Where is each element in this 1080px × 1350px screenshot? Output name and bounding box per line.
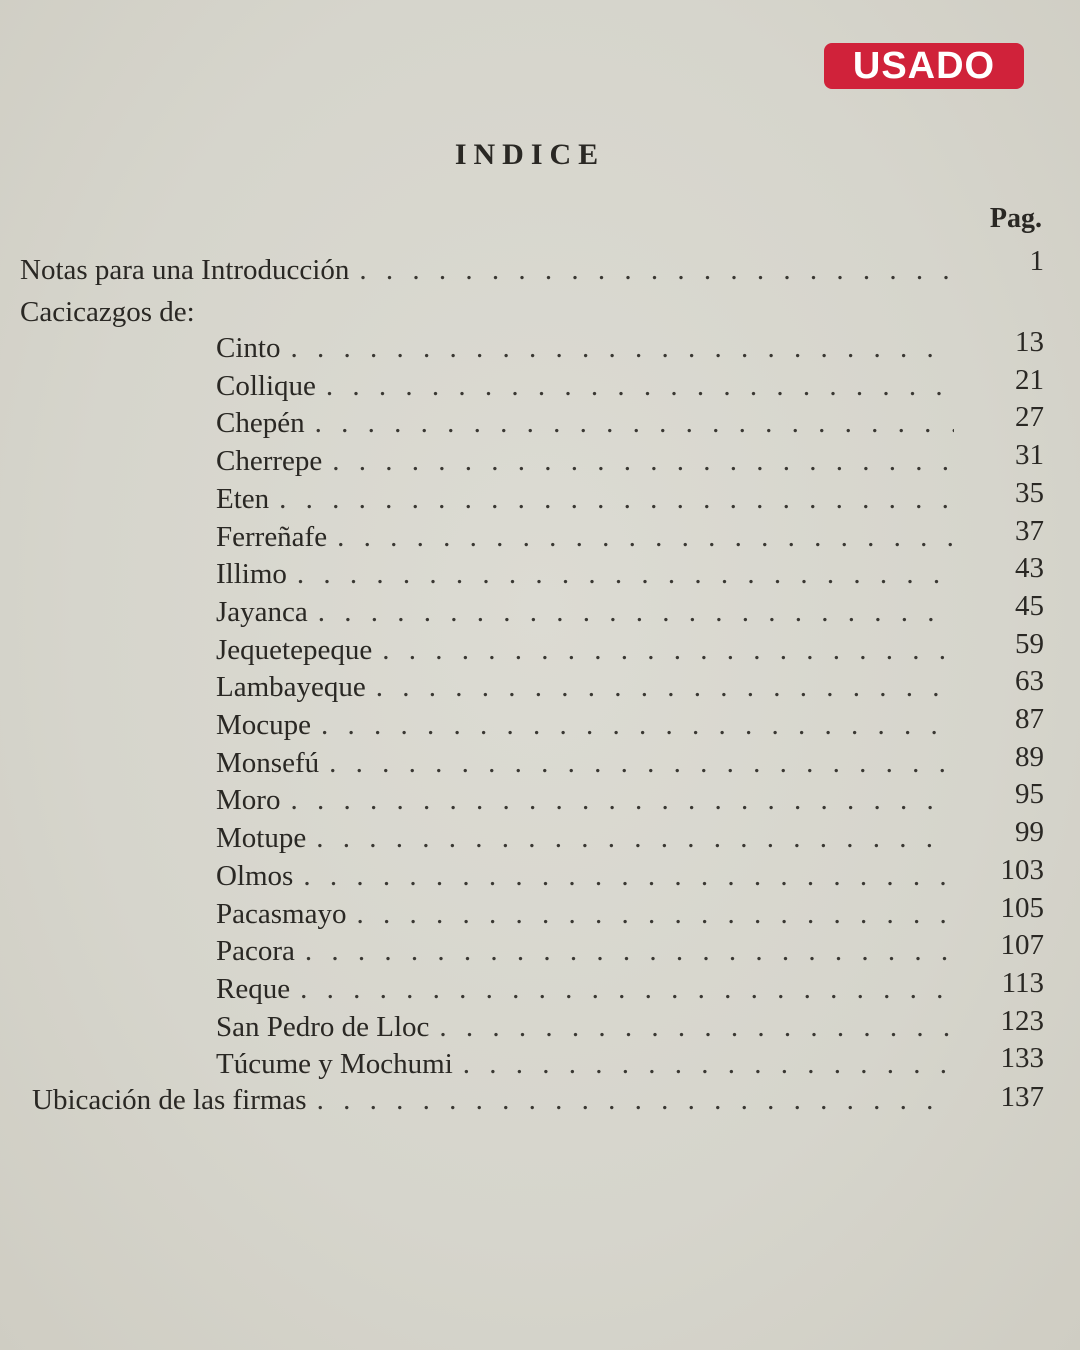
toc-label: Túcume y Mochumi (216, 1048, 453, 1080)
toc-row (216, 332, 960, 368)
toc-page-number: 105 (1000, 892, 1044, 924)
toc-row (216, 898, 960, 934)
leader-dots (332, 445, 954, 478)
leader-dots (305, 935, 954, 968)
toc-label: Monsefú (216, 747, 320, 779)
toc-label: Chepén (216, 407, 305, 439)
toc-label: Cherrepe (216, 445, 323, 477)
toc-page-number: 35 (1015, 477, 1044, 509)
toc-row (216, 521, 960, 557)
toc-page-number: 137 (1000, 1081, 1044, 1113)
toc-label: Jayanca (216, 596, 308, 628)
toc-page-number: 1 (1029, 245, 1044, 277)
leader-dots (297, 558, 954, 591)
toc-page-number: 59 (1015, 628, 1044, 660)
page-column-header: Pag. (989, 203, 1042, 234)
toc-row (216, 935, 960, 971)
leader-dots (329, 747, 954, 780)
toc-label: Cinto (216, 332, 281, 364)
toc-label: Pacora (216, 935, 295, 967)
toc-page-number: 31 (1015, 439, 1044, 471)
toc-label: Jequetepeque (216, 634, 373, 666)
leader-dots (290, 332, 954, 365)
toc-page-number: 95 (1015, 778, 1044, 810)
leader-dots (382, 634, 954, 667)
toc-row (216, 860, 960, 896)
toc-row (216, 596, 960, 632)
toc-page-number: 27 (1015, 401, 1044, 433)
toc-row-closing (32, 1084, 960, 1120)
toc-row (216, 1011, 960, 1047)
toc-row (216, 747, 960, 783)
page-title: INDICE (454, 138, 606, 171)
toc-page-number: 63 (1015, 665, 1044, 697)
toc-page-number: 13 (1015, 326, 1044, 358)
leader-dots (326, 370, 954, 403)
toc-row (216, 407, 960, 443)
toc-page-number: 21 (1015, 364, 1044, 396)
leader-dots (317, 1084, 954, 1117)
toc-row (216, 671, 960, 707)
toc-page-number: 113 (1001, 967, 1044, 999)
toc-row (216, 784, 960, 820)
toc-page-number: 87 (1015, 703, 1044, 735)
toc-page-number: 45 (1015, 590, 1044, 622)
leader-dots (316, 822, 954, 855)
leader-dots (359, 254, 954, 287)
toc-label: Mocupe (216, 709, 312, 741)
toc-label: Motupe (216, 822, 307, 854)
section-heading: Cacicazgos de: (20, 296, 195, 328)
toc-label: Collique (216, 370, 316, 402)
leader-dots (439, 1011, 954, 1044)
used-badge: USADO (824, 43, 1024, 89)
leader-dots (463, 1048, 954, 1081)
leader-dots (356, 898, 954, 931)
toc-page-number: 43 (1015, 552, 1044, 584)
toc-label: Ferreñafe (216, 521, 328, 553)
leader-dots (303, 860, 954, 893)
toc-label: Ubicación de las firmas (32, 1084, 307, 1116)
leader-dots (300, 973, 954, 1006)
toc-label: Moro (216, 784, 281, 816)
toc-label: Notas para una Introducción (20, 254, 350, 286)
leader-dots (279, 483, 954, 516)
toc-page-number: 133 (1000, 1042, 1044, 1074)
toc-row (216, 370, 960, 406)
toc-row (216, 634, 960, 670)
toc-row (216, 709, 960, 745)
toc-label: Olmos (216, 860, 294, 892)
toc-page-number: 99 (1015, 816, 1044, 848)
toc-label: Reque (216, 973, 291, 1005)
toc-page-number: 37 (1015, 515, 1044, 547)
toc-label: Pacasmayo (216, 898, 347, 930)
leader-dots (337, 521, 954, 554)
toc-label: Illimo (216, 558, 287, 590)
leader-dots (290, 784, 954, 817)
toc-page-number: 107 (1000, 929, 1044, 961)
toc-row (216, 483, 960, 519)
toc-page-number: 89 (1015, 741, 1044, 773)
toc-label: San Pedro de Lloc (216, 1011, 430, 1043)
toc-row (216, 445, 960, 481)
toc-page-number: 103 (1000, 854, 1044, 886)
toc-row (216, 822, 960, 858)
leader-dots (318, 596, 954, 629)
toc-row (216, 1048, 960, 1084)
toc-page-number: 123 (1000, 1005, 1044, 1037)
toc-row-intro (20, 254, 960, 290)
toc-label: Eten (216, 483, 270, 515)
leader-dots (321, 709, 954, 742)
toc-row (216, 973, 960, 1009)
leader-dots (315, 407, 954, 440)
leader-dots (376, 671, 954, 704)
toc-label: Lambayeque (216, 671, 366, 703)
toc-row (216, 558, 960, 594)
